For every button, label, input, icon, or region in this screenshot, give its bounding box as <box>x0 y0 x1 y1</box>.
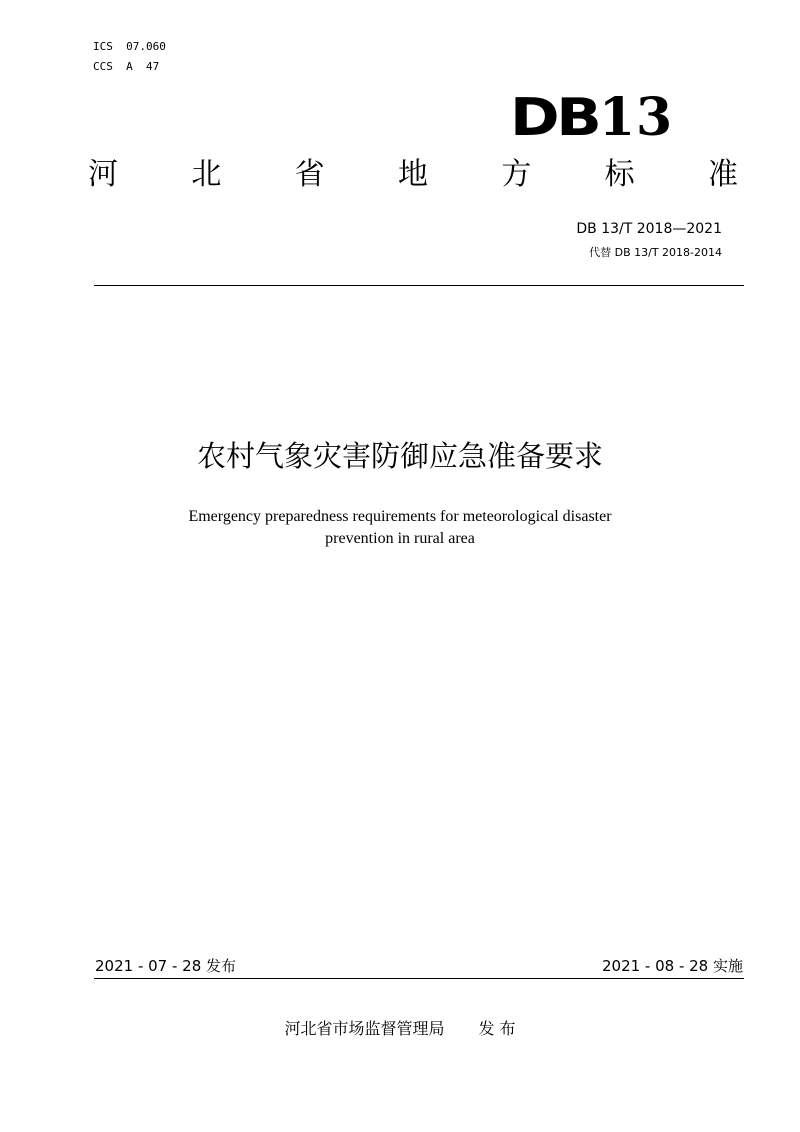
standard-type-char: 方 <box>501 157 532 192</box>
implement-date: 2021 - 08 - 28 实施 <box>601 957 743 975</box>
ics-code: ICS 07.060 <box>93 40 166 53</box>
db13-logo <box>510 87 700 148</box>
standard-type-char: 河 <box>88 157 118 192</box>
issuer-action: 发 布 <box>478 1019 516 1038</box>
db-logo-letters: DB <box>510 88 599 148</box>
standard-number: DB 13/T 2018—2021 <box>576 221 722 237</box>
top-divider <box>94 285 744 286</box>
english-title <box>0 506 800 550</box>
standard-type-char: 准 <box>707 157 738 192</box>
bottom-divider <box>94 978 744 979</box>
issuer <box>0 1018 800 1040</box>
standard-type-char: 北 <box>191 157 222 192</box>
standard-type-char: 标 <box>604 157 635 192</box>
ccs-code: CCS A 47 <box>93 60 160 73</box>
standard-type-title <box>88 150 738 200</box>
publish-date: 2021 - 07 - 28 发布 <box>95 957 237 975</box>
standard-type-char: 省 <box>294 157 325 192</box>
replaces-standard: 代替 DB 13/T 2018-2014 <box>589 246 722 259</box>
issuer-name: 河北省市场监督管理局 <box>284 1019 445 1038</box>
db-logo-number: 13 <box>598 87 674 148</box>
english-title-line-1: Emergency preparedness requirements for meteorological disaster <box>188 508 612 525</box>
standard-type-char: 地 <box>397 157 428 192</box>
chinese-title: 农村气象灾害防御应急准备要求 <box>196 439 603 473</box>
english-title-line-2: prevention in rural area <box>325 530 475 547</box>
